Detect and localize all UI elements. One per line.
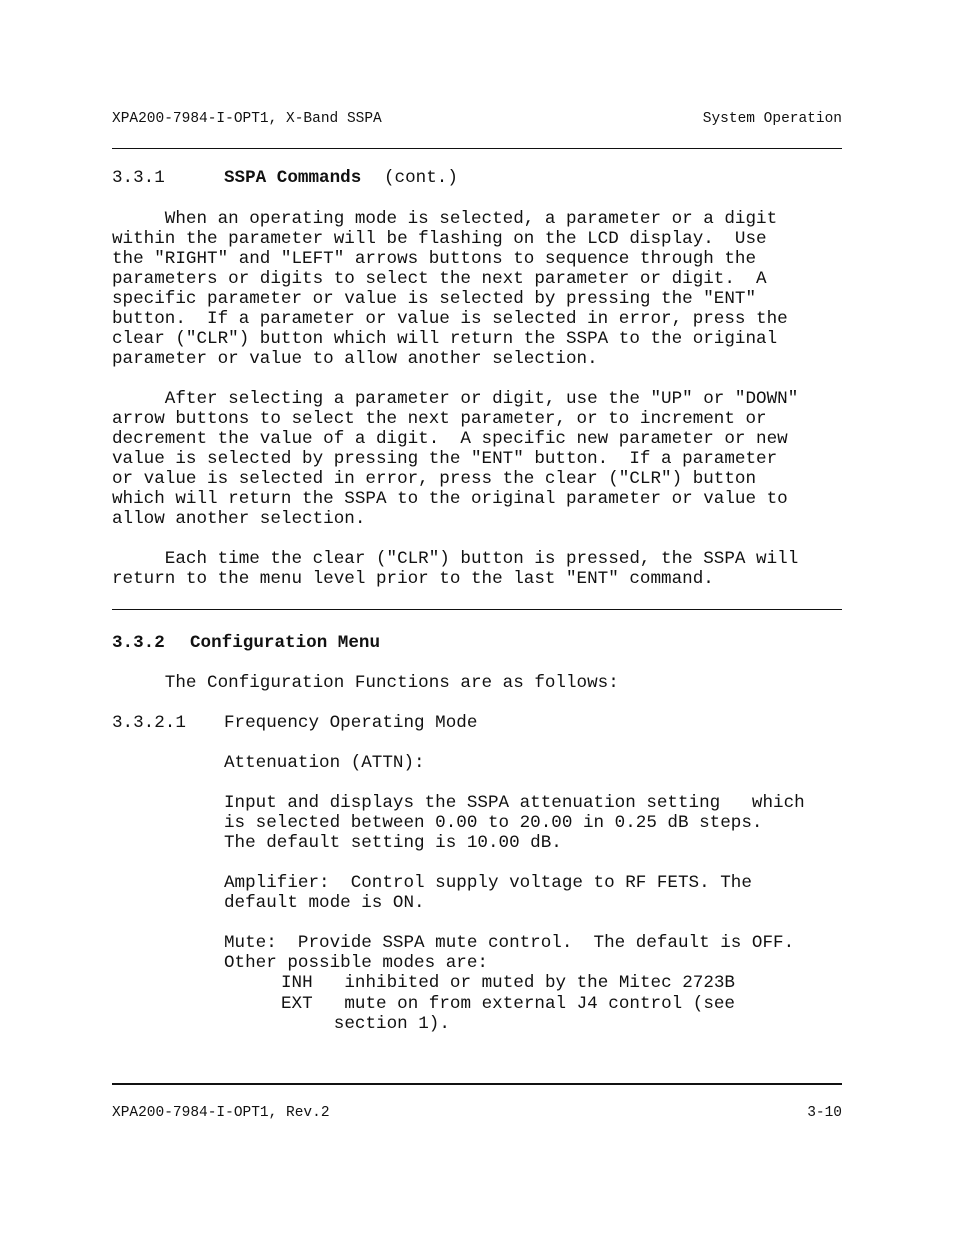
header-right: System Operation (702, 111, 842, 127)
section-331-paragraph-1: When an operating mode is selected, a parameter or a digit within the parameter will be flashing on the LCD display. Use the "RIGHT" and "LEFT" arrows buttons to sequence through the parameters or digits to select the next parameter or digit. A specific parameter or value is selected by pressing the "ENT" button. If a parameter or value is selected in error, press the clear ("CLR") button which will return the SSPA to the original parameter or value to allow another selection. (112, 209, 788, 369)
section-3321-number: 3.3.2.1 (112, 713, 186, 733)
section-331-suffix: (cont.) (384, 168, 458, 188)
mute-description: Mute: Provide SSPA mute control. The default is OFF. Other possible modes are: (224, 933, 795, 973)
section-331-number: 3.3.1 (112, 168, 165, 188)
header-rule (112, 148, 842, 149)
section-331-paragraph-2: After selecting a parameter or digit, use the "UP" or "DOWN" arrow buttons to select the next parameter, or to increment or decrement the value of a digit. A specific new parameter or new value is selected by pressing the "ENT" button. If a parameter or value is selected in error, press the clear ("CLR") button which will return the SSPA to the original parameter or value to allow another selection. (112, 389, 799, 529)
section-3321-title: Frequency Operating Mode (224, 713, 478, 733)
section-332-number: 3.3.2 (112, 633, 165, 653)
footer-rule (112, 1083, 842, 1085)
section-332-intro: The Configuration Functions are as follows: (112, 673, 619, 693)
section-divider (112, 609, 842, 610)
amplifier-description: Amplifier: Control supply voltage to RF FETS. The default mode is ON. (224, 873, 752, 913)
footer-left: XPA200-7984-I-OPT1, Rev.2 (112, 1105, 330, 1121)
header-left: XPA200-7984-I-OPT1, X-Band SSPA (112, 111, 382, 127)
footer-page-number: 3-10 (807, 1105, 842, 1121)
section-331-paragraph-3: Each time the clear ("CLR") button is pressed, the SSPA will return to the menu level prior to the last "ENT" command. (112, 549, 799, 589)
attenuation-description: Input and displays the SSPA attenuation setting which is selected between 0.00 to 20.00 in 0.25 dB steps. The default setting is 10.00 dB. (224, 793, 805, 853)
mute-option-inh: INH inhibited or muted by the Mitec 2723B (281, 973, 735, 993)
section-332-title: Configuration Menu (190, 633, 381, 653)
attenuation-label: Attenuation (ATTN): (224, 753, 425, 773)
section-331-title: SSPA Commands (224, 168, 362, 188)
mute-option-ext: EXT mute on from external J4 control (see section 1). (281, 994, 735, 1034)
